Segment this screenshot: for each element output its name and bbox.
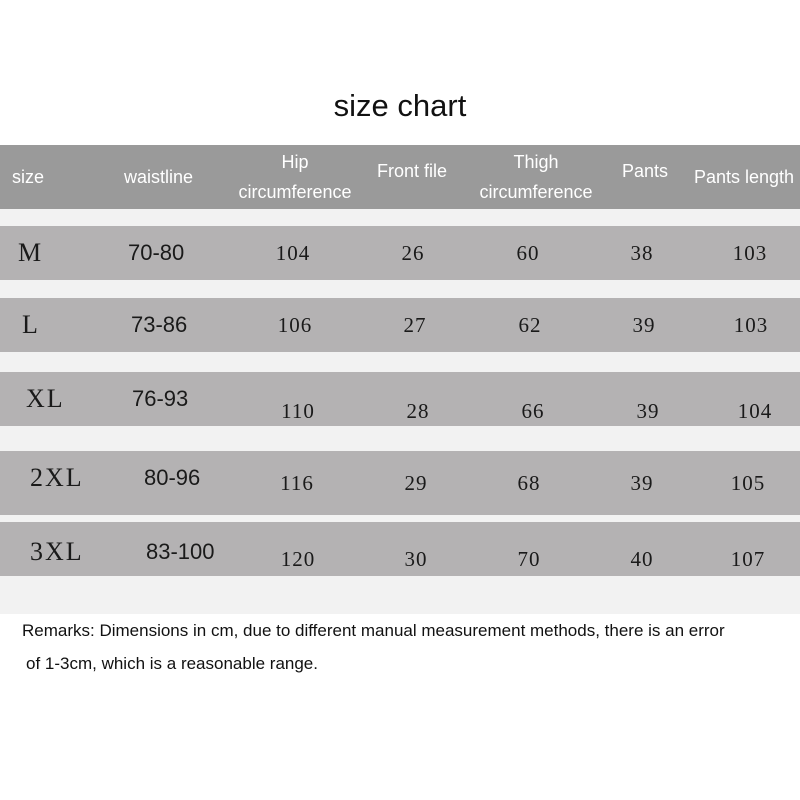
cell-waistline: 70-80 bbox=[128, 240, 185, 265]
cell-waistline: 83-100 bbox=[146, 539, 215, 564]
cell-pants-length: 105 bbox=[730, 470, 766, 495]
cell-waistline: 80-96 bbox=[144, 465, 201, 490]
cell-size: XL bbox=[26, 384, 65, 413]
cell-pants-length: 103 bbox=[733, 312, 769, 337]
header-size: size bbox=[12, 167, 45, 187]
cell-front-file: 28 bbox=[406, 398, 430, 423]
remarks-line-2: of 1-3cm, which is a reasonable range. bbox=[26, 654, 318, 673]
cell-thigh: 70 bbox=[517, 546, 541, 571]
table-header bbox=[0, 145, 800, 209]
cell-pants: 39 bbox=[632, 312, 656, 337]
cell-pants: 39 bbox=[636, 398, 660, 423]
table-row-2xl bbox=[0, 451, 800, 515]
header-front-file: Front file bbox=[376, 161, 448, 181]
cell-hip: 106 bbox=[277, 312, 313, 337]
cell-hip: 110 bbox=[281, 398, 315, 423]
cell-size: M bbox=[18, 238, 44, 267]
header-hip bbox=[228, 145, 362, 209]
chart-title: size chart bbox=[333, 88, 467, 123]
cell-pants-length: 107 bbox=[730, 546, 766, 571]
cell-hip: 104 bbox=[275, 240, 311, 265]
header-pants: Pants bbox=[621, 161, 669, 181]
cell-pants: 38 bbox=[630, 240, 654, 265]
table-row-l bbox=[0, 298, 800, 352]
cell-pants: 40 bbox=[630, 546, 654, 571]
cell-pants-length: 104 bbox=[737, 398, 773, 423]
table-row-xl bbox=[0, 372, 800, 426]
header-thigh bbox=[468, 145, 604, 209]
cell-size: 3XL bbox=[30, 537, 84, 566]
cell-front-file: 30 bbox=[404, 546, 428, 571]
cell-pants-length: 103 bbox=[732, 240, 768, 265]
cell-hip: 116 bbox=[280, 470, 314, 495]
header-hip-line1: Hip bbox=[281, 152, 309, 172]
cell-waistline: 73-86 bbox=[131, 312, 188, 337]
cell-thigh: 62 bbox=[518, 312, 542, 337]
remarks-line-1: Remarks: Dimensions in cm, due to different manual measurement methods, there is an error bbox=[22, 621, 725, 640]
cell-waistline: 76-93 bbox=[132, 386, 189, 411]
cell-hip: 120 bbox=[280, 546, 316, 571]
header-hip-line2: circumference bbox=[238, 182, 352, 202]
table-row-3xl bbox=[0, 522, 800, 576]
cell-front-file: 27 bbox=[403, 312, 427, 337]
header-thigh-line1: Thigh bbox=[513, 152, 559, 172]
cell-thigh: 68 bbox=[517, 470, 541, 495]
cell-front-file: 29 bbox=[404, 470, 428, 495]
cell-pants: 39 bbox=[630, 470, 654, 495]
cell-front-file: 26 bbox=[401, 240, 425, 265]
cell-thigh: 60 bbox=[516, 240, 540, 265]
table-row-m bbox=[0, 226, 800, 280]
cell-thigh: 66 bbox=[521, 398, 545, 423]
cell-size: L bbox=[22, 310, 40, 339]
header-thigh-line2: circumference bbox=[479, 182, 593, 202]
remarks-note bbox=[22, 614, 792, 680]
header-waistline: waistline bbox=[124, 167, 194, 187]
header-pants-length: Pants length bbox=[693, 167, 795, 187]
cell-size: 2XL bbox=[30, 463, 84, 492]
